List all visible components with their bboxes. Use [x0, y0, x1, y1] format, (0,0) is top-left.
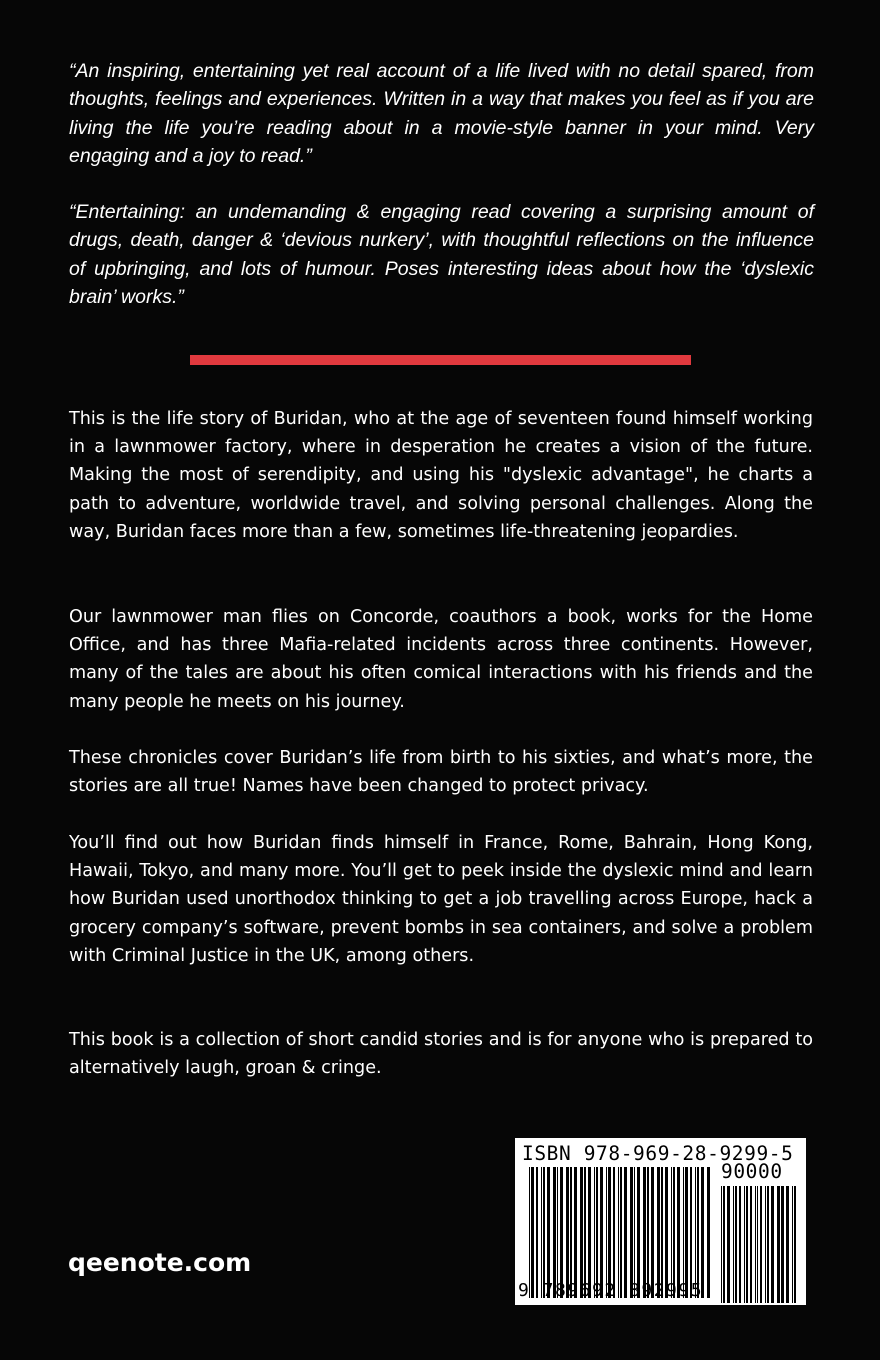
barcode-bar	[671, 1167, 672, 1298]
barcode-bar	[647, 1167, 649, 1298]
barcode-bar	[707, 1167, 710, 1298]
barcode-bar	[608, 1167, 611, 1298]
description-paragraph-5: This book is a collection of short candid stories and is for anyone who is prepared to alternatively laugh, groan & cringe.	[69, 1030, 813, 1079]
barcode-bar	[781, 1186, 784, 1303]
barcode-bar	[721, 1186, 722, 1303]
barcode-bar	[529, 1167, 530, 1298]
review-quote-1: “An inspiring, entertaining yet real account of a life lived with no detail spared, from thoughts, feelings and experiences. Written in a way that makes you feel as if you are living the life you’re reading about in a movie-style banner in your mind. Very engaging and a joy to read.”	[69, 60, 814, 168]
barcode-bar	[618, 1167, 619, 1298]
barcode-bar	[594, 1167, 595, 1298]
barcode-bar	[630, 1167, 633, 1298]
barcode-bar	[560, 1167, 563, 1298]
description-paragraph-1: This is the life story of Buridan, who at the age of seventeen found himself working in a lawnmower factory, where in desperation he creates a vision of the future. Making the most of serendipity, and using his "dyslexic advantage", he charts a path to adventure, worldwide travel, and solving personal challenges. Along the way, Buridan faces more than a few, sometimes life-threatening jeopardies.	[69, 409, 813, 542]
barcode-bar	[750, 1186, 752, 1303]
barcode-bar	[566, 1167, 569, 1298]
barcode-bar	[613, 1167, 615, 1298]
isbn-label: ISBN 978-969-28-9299-5	[522, 1142, 794, 1165]
description-paragraph-4: You’ll find out how Buridan finds himself in France, Rome, Bahrain, Hong Kong, Hawaii, Tokyo, and many more. You’ll get to peek inside the dyslexic mind and learn how Buridan used unorthodox thinking to get a job travelling across Europe, hack a grocery company’s software, prevent bombs in sea containers, and solve a problem with Criminal Justice in the UK, among others.	[69, 833, 813, 966]
barcode-bar	[755, 1186, 756, 1303]
barcode-bar	[777, 1186, 780, 1303]
red-divider	[190, 355, 691, 365]
barcode-bar	[794, 1186, 796, 1303]
barcode-bar	[588, 1167, 591, 1298]
barcode-bar	[792, 1186, 793, 1303]
barcode-bar	[701, 1167, 704, 1298]
barcode-bar	[733, 1186, 734, 1303]
barcode-bar	[657, 1167, 660, 1298]
barcode-bar	[765, 1186, 766, 1303]
barcode-bar	[584, 1167, 586, 1298]
barcode-bar	[685, 1167, 688, 1298]
barcode-bar	[570, 1167, 572, 1298]
barcode-bar	[771, 1186, 774, 1303]
barcode-bar	[651, 1167, 654, 1298]
barcode-bar	[531, 1167, 534, 1298]
barcode-bar	[695, 1167, 696, 1298]
barcode-bar	[643, 1167, 646, 1298]
barcode-bar	[596, 1167, 598, 1298]
barcode-bar	[723, 1186, 725, 1303]
barcode-bar	[536, 1167, 538, 1298]
barcode-bar	[661, 1167, 663, 1298]
barcode-bar	[606, 1167, 607, 1298]
barcode-bar	[574, 1167, 577, 1298]
review-quote-2: “Entertaining: an undemanding & engaging read covering a surprising amount of drugs, death, danger & ‘devious nurkery’, with thoughtful reflections on the influence of upbringing, and lots of humour. Poses interesting ideas about how the ‘dyslexic brain’ works.”	[69, 201, 814, 309]
isbn-barcode	[515, 1138, 806, 1305]
barcode-bar	[580, 1167, 583, 1298]
ean-digits: 9 789692 892995	[518, 1280, 704, 1301]
barcode-bar	[760, 1186, 762, 1303]
barcode-bar	[673, 1167, 675, 1298]
barcode-bar	[665, 1167, 668, 1298]
barcode-bar	[757, 1186, 758, 1303]
barcode-bar	[677, 1167, 680, 1298]
barcode-bar	[683, 1167, 684, 1298]
barcode-bar	[547, 1167, 550, 1298]
barcode-bar	[543, 1167, 545, 1298]
price-code: 90000	[721, 1160, 783, 1183]
barcode-bar	[624, 1167, 627, 1298]
barcode-bar	[541, 1167, 542, 1298]
barcode-bar	[637, 1167, 640, 1298]
description-paragraph-2: Our lawnmower man flies on Concorde, coauthors a book, works for the Home Office, and has three Mafia-related incidents across three continents. However, many of the tales are about his often comical interactions with his friends and the many people he meets on his journey.	[69, 607, 813, 712]
barcode-bar	[767, 1186, 769, 1303]
barcode-bar	[786, 1186, 789, 1303]
barcode-bar	[744, 1186, 745, 1303]
barcode-bar	[690, 1167, 692, 1298]
barcode-bar	[634, 1167, 635, 1298]
barcode-bar	[600, 1167, 603, 1298]
barcode-bar	[739, 1186, 741, 1303]
barcode-bar	[557, 1167, 558, 1298]
barcode-bar	[746, 1186, 748, 1303]
description-paragraph-3: These chronicles cover Buridan’s life from birth to his sixties, and what’s more, the stories are all true! Names have been changed to protect privacy.	[69, 748, 813, 797]
barcode-bar	[553, 1167, 556, 1298]
barcode-bar	[735, 1186, 737, 1303]
barcode-bar	[620, 1167, 622, 1298]
barcode-bar	[727, 1186, 730, 1303]
barcode-bar	[697, 1167, 699, 1298]
publisher-website: qeenote.com	[68, 1248, 252, 1277]
